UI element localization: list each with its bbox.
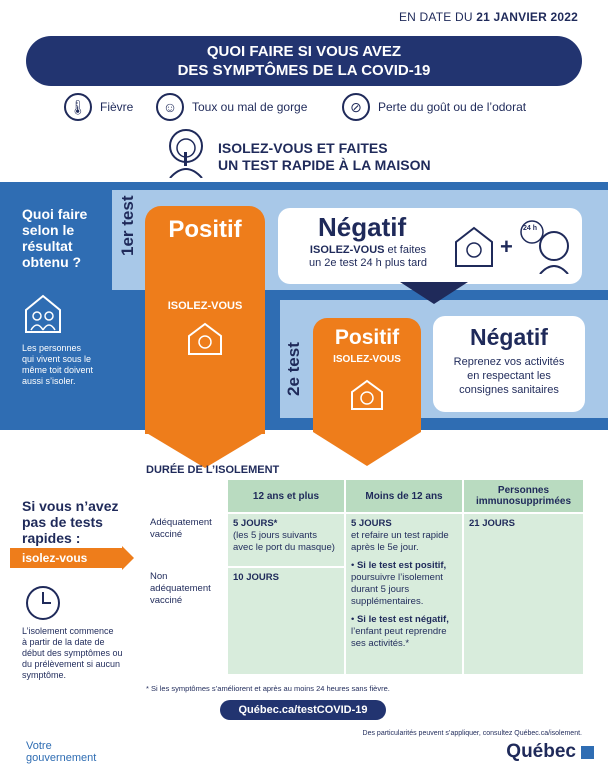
under-12-note: et refaire un test rapide après le 5e jour. (351, 530, 449, 553)
no-tests-line: pas de tests (22, 514, 103, 530)
symptom-cough (156, 92, 307, 122)
isolate-arrow-head (122, 546, 134, 570)
under-12-cell (345, 513, 463, 675)
household-line: aussi s’isoler. (22, 376, 76, 386)
date-prefix: EN DATE DU (398, 10, 477, 24)
negative-instruction (294, 244, 442, 270)
date-value: 21 JANVIER 2022 (476, 10, 578, 24)
clock-line: à partir de la date de (22, 637, 105, 647)
negative-line: en respectant les (467, 370, 551, 382)
positive-arrow (145, 432, 265, 468)
immuno-cell (463, 513, 584, 675)
negative-label: Négatif (470, 324, 548, 350)
first-test-label: 1er test (118, 195, 137, 256)
isolate-instruction (218, 140, 431, 174)
household-text (22, 343, 122, 387)
first-test-negative (278, 208, 582, 284)
negative-label: Négatif (318, 212, 407, 242)
immuno-days: 21 JOURS (469, 518, 515, 529)
isolate-label: ISOLEZ-VOUS (167, 300, 243, 312)
votre-gouvernement-logo (26, 740, 96, 764)
fleur-de-lys-icon (579, 744, 596, 761)
isolate-line-1: ISOLEZ-VOUS ET FAITES (218, 140, 388, 156)
row-not-vaccinated-label: Non adéquatement vacciné (145, 567, 227, 675)
clock-line: du prélèvement si aucun (22, 659, 121, 669)
header-immunosuppressed: Personnes immunosupprimées (463, 479, 584, 513)
date-line (399, 10, 578, 24)
quoi-faire-line: Quoi faire (22, 206, 88, 222)
positive-label: Positif (334, 326, 400, 349)
isolation-icon (313, 379, 421, 416)
title-line-1: QUOI FAIRE SI VOUS AVEZ (206, 43, 402, 60)
no-smell-icon: ⊘ (342, 93, 370, 121)
household-line: qui vivent sous le (22, 354, 92, 364)
second-test-positive (313, 318, 421, 432)
negative-arrow (400, 282, 468, 304)
household-line: même toit doivent (22, 365, 94, 375)
vaccinated-12-plus (227, 513, 345, 567)
under-12-bullet-positive: • Si le test est positif, poursuivre l’isolement durant 5 jours supplémentaires. (351, 560, 447, 607)
footnote: * Si les symptômes s’améliorent et après au moins 24 heures sans fièvre. (146, 684, 390, 693)
thermometer-icon: 🌡 (64, 93, 92, 121)
negative-line: consignes sanitaires (459, 384, 559, 396)
hours-24-label: 24 h (523, 225, 538, 232)
header-under-12: Moins de 12 ans (345, 479, 463, 513)
test-covid-link[interactable]: Québec.ca/testCOVID-19 (220, 700, 386, 720)
positive-label: Positif (168, 216, 242, 243)
clock-line: symptôme. (22, 670, 67, 680)
particularities-note: Des particularités peuvent s’appliquer, consultez Québec.ca/isolement. (362, 730, 582, 737)
household-icon (24, 294, 62, 334)
symptom-fever (64, 92, 133, 122)
row-vaccinated-label: Adéquatement vacciné (145, 513, 227, 567)
vaccinated-days: 5 JOURS* (233, 518, 278, 529)
isolation-table (145, 478, 585, 676)
isolate-line-2: UN TEST RAPIDE À LA MAISON (218, 157, 431, 173)
quoi-faire-line: résultat (22, 238, 73, 254)
symptom-label: Fièvre (100, 100, 134, 114)
bullet-positive-rest: poursuivre l’isolement durant 5 jours supplémentaires. (351, 572, 443, 607)
no-tests-line: rapides : (22, 530, 81, 546)
quoi-faire-heading (22, 206, 87, 270)
quebec-logo (506, 741, 576, 763)
clock-line: L’isolement commence (22, 626, 114, 636)
negative-instruction-rest: et faites (384, 244, 427, 256)
votre-text: Votre (26, 740, 52, 752)
clock-icon (24, 584, 62, 622)
quoi-faire-line: obtenu ? (22, 254, 82, 270)
no-tests-heading (22, 498, 118, 546)
vaccinated-note: (les 5 jours suivants avec le port du masque) (233, 530, 335, 553)
second-test-negative (433, 316, 585, 412)
isolation-icon (145, 322, 265, 361)
positive-arrow (313, 432, 421, 466)
no-tests-line: Si vous n’avez (22, 498, 119, 514)
throat-icon: ☺ (156, 93, 184, 121)
household-line: Les personnes (22, 343, 82, 353)
gouvernement-text: gouvernement (26, 752, 97, 764)
negative-instruction (433, 355, 585, 397)
isolate-label: ISOLEZ-VOUS (333, 354, 401, 365)
second-test-label: 2e test (284, 342, 303, 396)
isolated-person-icon (454, 226, 494, 268)
quebec-wordmark: Québec (506, 741, 576, 762)
person-test-icon (164, 128, 208, 178)
clock-line: début des symptômes ou (22, 648, 123, 658)
symptom-smell (342, 92, 526, 122)
isolation-duration-title: DURÉE DE L’ISOLEMENT (146, 464, 280, 476)
isolation-start-text (22, 626, 140, 681)
main-title (26, 36, 582, 86)
symptom-label: Perte du goût ou de l’odorat (378, 100, 527, 114)
negative-line: Reprenez vos activités (453, 356, 565, 368)
bullet-negative-rest: l’enfant peut reprendre ses activités.* (351, 626, 447, 649)
not-vaccinated-days: 10 JOURS (233, 572, 279, 583)
negative-instruction-line2: un 2e test 24 h plus tard (308, 257, 428, 269)
not-vaccinated-12-plus (227, 567, 345, 675)
symptom-label: Toux ou mal de gorge (192, 100, 308, 114)
first-test-positive (145, 206, 265, 434)
header-12-plus: 12 ans et plus (227, 479, 345, 513)
under-12-days: 5 JOURS (351, 518, 392, 529)
bullet-positive-bold: Si le test est positif, (356, 560, 447, 571)
bullet-negative-bold: Si le test est négatif, (356, 614, 449, 625)
quoi-faire-line: selon le (22, 222, 75, 238)
negative-instruction-bold: ISOLEZ-VOUS (309, 244, 385, 256)
plus-sign: + (500, 234, 513, 259)
title-line-2: DES SYMPTÔMES DE LA COVID-19 (177, 62, 431, 79)
isolate-arrow-label: isolez-vous (10, 548, 124, 568)
under-12-bullet-negative: • Si le test est négatif, l’enfant peut reprendre ses activités.* (351, 614, 449, 649)
